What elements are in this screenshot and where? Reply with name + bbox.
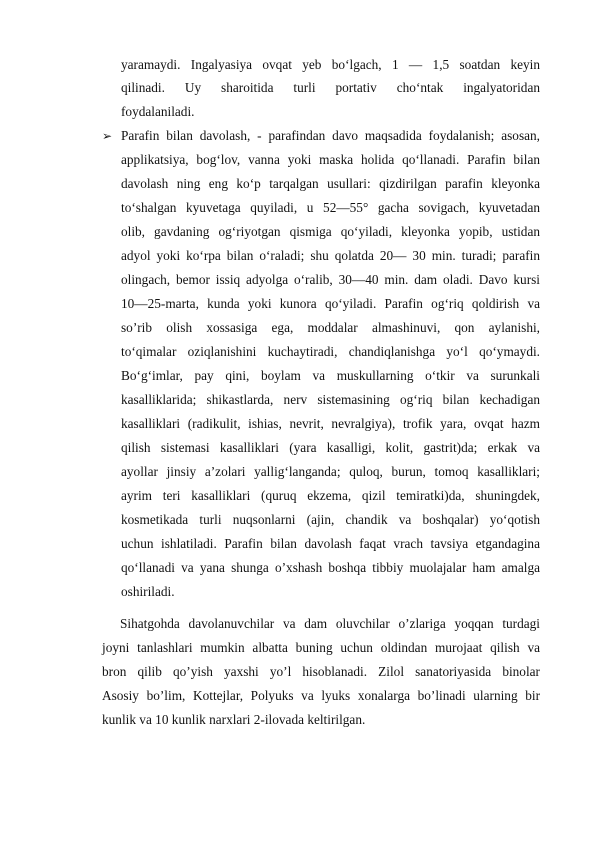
bullet-text-line: applikatsiya, bog‘lov, vanna yoki maska holida qo‘llanadi. Parafin bilan: [121, 152, 540, 167]
bullet-text-line: Bo‘g‘imlar, pay qini, boylam va muskullarning o‘tkir va surunkali: [121, 368, 540, 383]
bullet-text-line: Parafin bilan davolash, - parafindan davo maqsadida foydalanish; asosan,: [121, 128, 540, 143]
bullet-text-line: olib, gavdaning og‘riyotgan qismiga qo‘yiladi, kleyonka yopib, ustidan: [121, 224, 540, 239]
bullet-text-line: kasalliklari (radikulit, ishias, nevrit, nevralgiya), trofik yara, ovqat hazm: [121, 416, 540, 431]
bullet-text-line: ayrim teri kasalliklari (quruq ekzema, qizil temiratki)da, shuningdek,: [121, 488, 540, 503]
bullet-text-line: kasalliklarida; shikastlarda, nerv sistemasining og‘riq bilan kechadigan: [121, 392, 540, 407]
bullet-text-line: qilish sistemasi kasalliklari (yara kasalligi, kolit, gastrit)da; erkak va: [121, 440, 540, 455]
paragraph-line: Sihatgohda davolanuvchilar va dam oluvchilar o’zlariga yoqqan turdagi: [120, 616, 540, 631]
paragraph-line: joyni tanlashlari mumkin albatta buning uchun oldindan murojaat qilish va: [102, 640, 540, 655]
arrow-bullet-icon: ➢: [102, 129, 113, 143]
text-line: yaramaydi. Ingalyasiya ovqat yeb bo‘lgach, 1 — 1,5 soatdan keyin: [121, 57, 540, 72]
bullet-text-line: to‘qimalar oziqlanishini kuchaytiradi, chandiqlanishga yo‘l qo‘ymaydi.: [121, 344, 540, 359]
paragraph-line: Asosiy bo’lim, Kottejlar, Polyuks va lyuks xonalarga bo’linadi ularning bir: [102, 688, 540, 703]
bullet-text-line: kosmetikada turli nuqsonlarni (ajin, chandik va boshqalar) yo‘qotish: [121, 512, 540, 527]
text-line: qilinadi. Uy sharoitida turli portativ cho‘ntak ingalyatoridan: [121, 80, 540, 95]
bullet-text-line: adyol yoki ko‘rpa bilan o‘raladi; shu qolatda 20— 30 min. turadi; parafin: [121, 248, 540, 263]
bullet-text-line: so’rib olish xossasiga ega, moddalar almashinuvi, qon aylanishi,: [121, 320, 540, 335]
bullet-text-line: to‘shalgan kyuvetaga quyiladi, u 52—55° gacha sovigach, kyuvetadan: [121, 200, 540, 215]
paragraph-line: kunlik va 10 kunlik narxlari 2-ilovada keltirilgan.: [102, 712, 366, 727]
bullet-text-line: ayollar jinsiy a’zolari yallig‘langanda; quloq, burun, tomoq kasalliklari;: [121, 464, 540, 479]
bullet-text-line: olingach, bemor issiq adyolga o‘ralib, 30—40 min. dam oladi. Davo kursi: [121, 272, 540, 287]
bullet-text-line: 10—25-marta, kunda yoki kunora qo‘yiladi. Parafin og‘riq qoldirish va: [121, 296, 540, 311]
paragraph-line: bron qilib qo’yish yaxshi yo’l hisoblanadi. Zilol sanatoriyasida binolar: [102, 664, 540, 679]
text-line: foydalaniladi.: [121, 104, 195, 119]
bullet-text-line: uchun ishlatiladi. Parafin bilan davolash faqat vrach tavsiya etgandagina: [121, 536, 540, 551]
bullet-text-line: davolash ning eng ko‘p tarqalgan usullari: qizdirilgan parafin kleyonka: [121, 176, 540, 191]
bullet-text-line: qo‘llanadi va yana shunga o’xshash boshqa tibbiy muolajalar ham amalga: [121, 560, 540, 575]
bullet-text-line: oshiriladi.: [121, 584, 175, 599]
